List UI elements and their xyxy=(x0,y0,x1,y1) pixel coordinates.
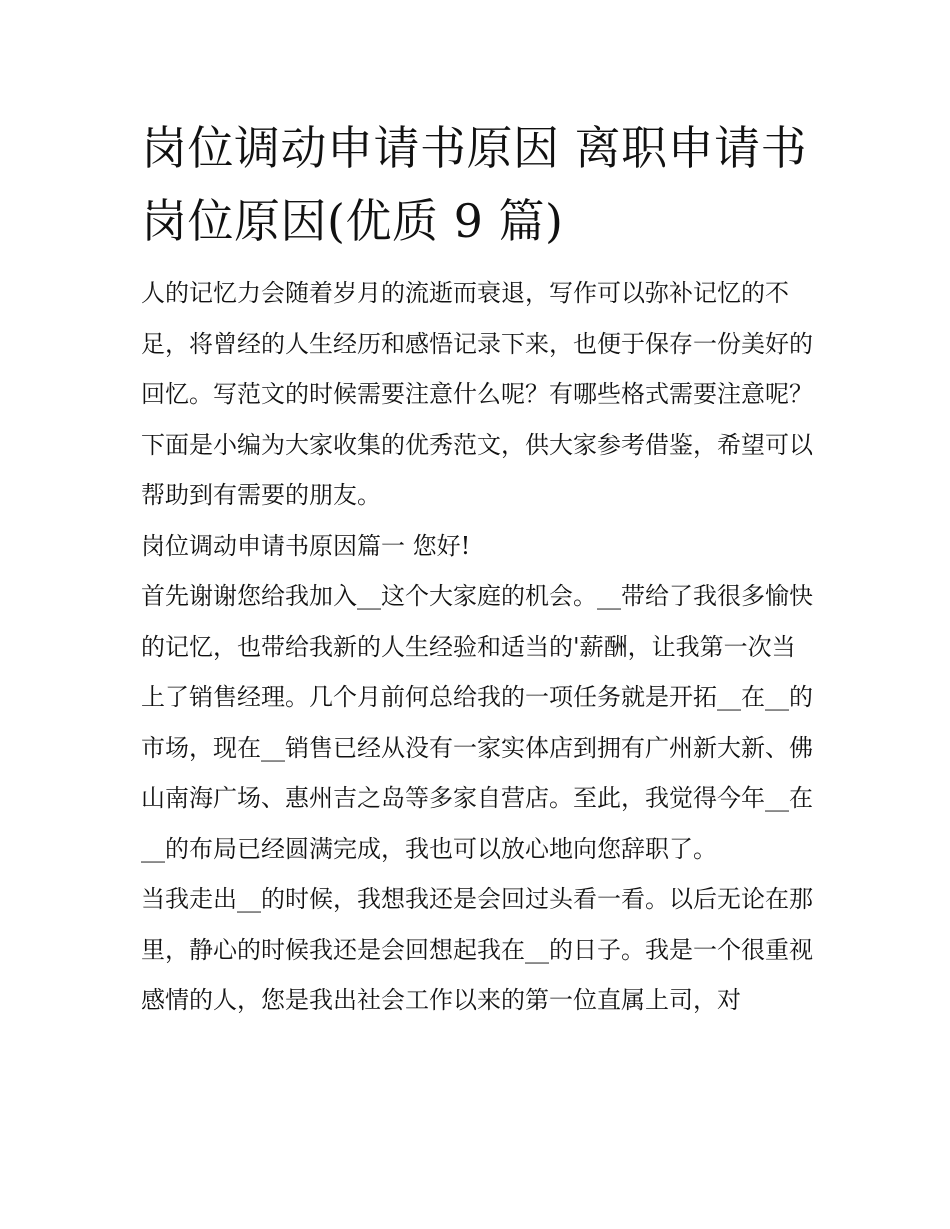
body-paragraph: 首先谢谢您给我加入__这个大家庭的机会。__带给了我很多愉快的记忆，也带给我新的人生经验和适当的'薪酬，让我第一次当上了销售经理。几个月前何总给我的一项任务就是开拓__在__的市场，现在__销售已经从没有一家实体店到拥有广州新大新、佛山南海广场、惠州吉之岛等多家自营店。至此，我觉得今年__在__的布局已经圆满完成，我也可以放心地向您辞职了。 xyxy=(141,582,813,863)
section-heading: 岗位调动申请书原因篇一 您好! xyxy=(141,531,471,560)
document-page xyxy=(141,112,813,1026)
body-paragraph: 当我走出__的时候，我想我还是会回过头看一看。以后无论在那里，静心的时候我还是会回想起我在__的日子。我是一个很重视感情的人，您是我出社会工作以来的第一位直属上司，对 xyxy=(141,885,813,1014)
document-title: 岗位调动申请书原因 离职申请书岗位原因(优质 9 篇) xyxy=(141,121,808,248)
intro-paragraph: 人的记忆力会随着岁月的流逝而衰退，写作可以弥补记忆的不足，将曾经的人生经历和感悟记录下来，也便于保存一份美好的回忆。写范文的时候需要注意什么呢？有哪些格式需要注意呢？下面是小编为大家收集的优秀范文，供大家参考借鉴，希望可以帮助到有需要的朋友。 xyxy=(141,279,813,509)
